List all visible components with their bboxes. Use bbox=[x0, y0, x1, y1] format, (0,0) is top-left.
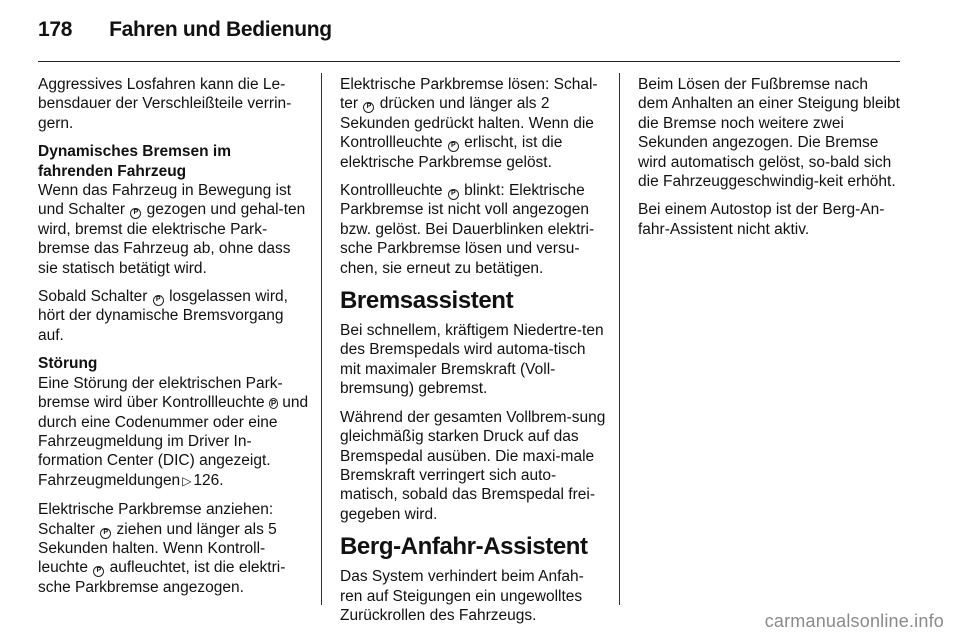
page-reference-arrow-icon: ▷ bbox=[182, 473, 192, 488]
paragraph-blinking: Kontrollleuchte P blinkt: Elektrische Parkbremse ist nicht voll angezogen bzw. gelöst. Bei Dauerblinken elektri-sche Parkbremse lösen und versu-chen, sie erneut zu betätigen. bbox=[340, 181, 606, 278]
column-1 bbox=[38, 75, 310, 606]
column-2 bbox=[340, 75, 606, 634]
parking-brake-light-icon bbox=[448, 189, 459, 200]
header-rule bbox=[38, 61, 900, 62]
column-divider bbox=[619, 73, 620, 605]
parking-brake-light-icon bbox=[93, 566, 104, 577]
parking-brake-switch-icon bbox=[130, 208, 141, 219]
paragraph-release-switch: Sobald Schalter P losgelassen wird, hört der dynamische Bremsvorgang auf. bbox=[38, 287, 310, 345]
subheading-fault: Störung bbox=[38, 355, 98, 373]
paragraph-apply-brake: Elektrische Parkbremse anziehen: Schalter P ziehen und länger als 5 Sekunden halten. Wenn Kontroll-leuchte P aufleuchtet, ist die elektri-sche Parkbremse angezogen. bbox=[38, 500, 310, 597]
subheading-dynamic-braking: Dynamisches Bremsen im fahrenden Fahrzeug bbox=[38, 143, 231, 180]
paragraph-brake-assist-1: Bei schnellem, kräftigem Niedertre-ten des Bremspedals wird automa-tisch mit maximaler Bremskraft (Voll-bremsung) gebremst. bbox=[340, 322, 604, 398]
paragraph-brake-assist-2: Während der gesamten Vollbrem-sung gleichmäßig starken Druck auf das Bremspedal ausüben. Die maxi-male Bremskraft verringert sich auto-matisch, sobald das Bremspedal frei-gegeben wird. bbox=[340, 408, 606, 523]
page-number: 178 bbox=[38, 18, 73, 41]
paragraph-wear: Aggressives Losfahren kann die Le- bensdauer der Verschleißteile verrin- gern. bbox=[38, 76, 292, 132]
watermark-text: carmanualsonline.info bbox=[764, 611, 944, 631]
parking-brake-switch-icon bbox=[363, 102, 374, 113]
parking-brake-light-icon bbox=[448, 141, 459, 152]
paragraph-hill-release: Beim Lösen der Fußbremse nach dem Anhalten an einer Steigung bleibt die Bremse noch weitere zwei Sekunden angezogen. Die Bremse wird automatisch gelöst, so-bald sich die Fahrzeuggeschwindig-keit erhöht. bbox=[638, 76, 900, 191]
page-title: Fahren und Bedienung bbox=[109, 18, 332, 41]
parking-brake-switch-icon bbox=[153, 295, 164, 306]
parking-brake-switch-icon bbox=[100, 528, 111, 539]
paragraph-release-brake: Elektrische Parkbremse lösen: Schal-ter P drücken und länger als 2 Sekunden gedrückt halten. Wenn die Kontrollleuchte P erlischt, ist die elektrische Parkbremse gelöst. bbox=[340, 75, 606, 172]
paragraph-dynamic-braking: Wenn das Fahrzeug in Bewegung ist und Schalter P gezogen und gehal-ten wird, bremst die elektrische Park-bremse das Fahrzeug ab, ohne dass sie statisch betätigt wird. bbox=[38, 181, 310, 278]
page-reference-link[interactable]: 126. bbox=[193, 471, 224, 489]
fault-warning-light-icon bbox=[269, 398, 278, 409]
page-header bbox=[38, 18, 332, 48]
paragraph-autostop: Bei einem Autostop ist der Berg-An-fahr-Assistent nicht aktiv. bbox=[638, 201, 885, 238]
paragraph-hill-start: Das System verhindert beim Anfah-ren auf Steigungen ein ungewolltes Zurückrollen des Fahrzeugs. bbox=[340, 568, 584, 624]
heading-brake-assist: Bremsassistent bbox=[340, 287, 514, 315]
column-3 bbox=[638, 75, 900, 248]
heading-hill-start-assist: Berg-Anfahr-Assistent bbox=[340, 533, 588, 561]
column-divider bbox=[321, 73, 322, 605]
paragraph-fault: Eine Störung der elektrischen Park-bremse wird über Kontrollleuchte P und durch eine Codenummer oder eine Fahrzeugmeldung im Driver In-formation Center (DIC) angezeigt. Fahrzeugmeldungen ▷ 126. bbox=[38, 374, 310, 491]
